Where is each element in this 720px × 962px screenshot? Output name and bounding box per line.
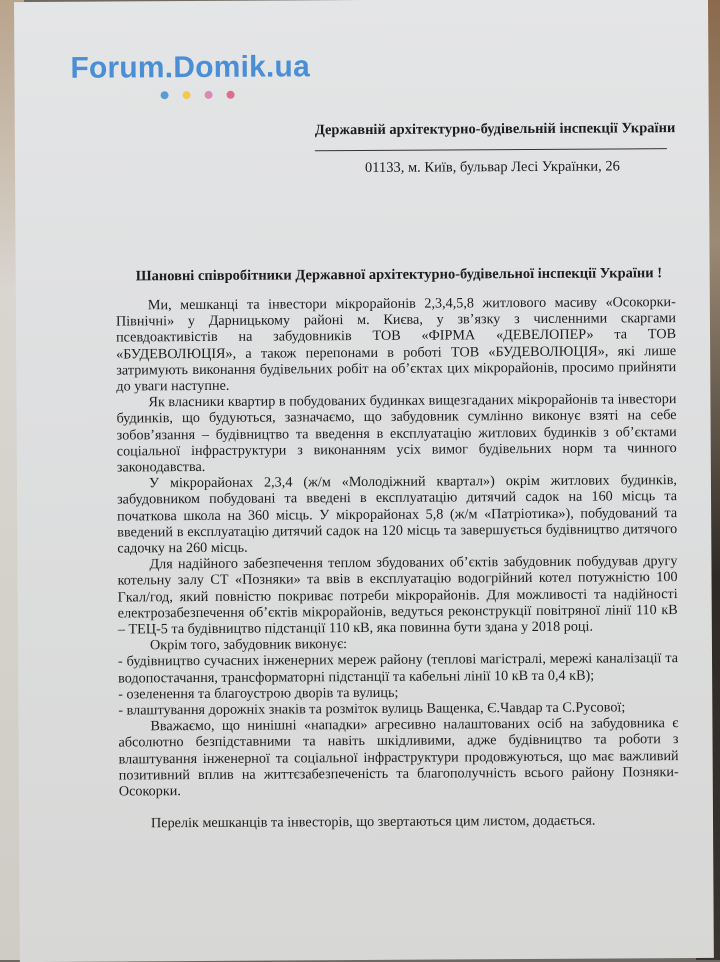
letter-page: [14, 0, 714, 962]
salutation: Шановні співробітники Державної архітектурно-будівельної інспекції України !: [135, 265, 663, 285]
address: 01133, м. Київ, бульвар Лесі Українки, 26: [364, 158, 620, 176]
watermark-logo: Forum.Domik.ua: [70, 50, 311, 85]
list-item: - влаштування дорожніх знаків та розміток вулиць Ващенка, Є.Чавдар та С.Русової;: [118, 699, 626, 719]
watermark-dot: [183, 91, 191, 99]
closing-paragraph: Вважаємо, що нинішні «нападки» агресивно налаштованих осіб на забудовника є абсолютно безпідставними та навіть шкідливими, адже будівництво та роботи з влаштування інженерної та соціальної інфраструктури продовжуються, що має важливий позитивний вплив на життєзабезпеченість та благополучність всього району Позняки-Осокорки.: [118, 715, 679, 800]
watermark-dot: [161, 91, 169, 99]
paragraph: Ми, мешканці та інвестори мікрорайонів 2,3,4,5,8 житлового масиву «Осокорки-Північні» у Дарницькому районі м. Києва, у зв’язку з численними скаргами псевдоактивістів на забудовників ТОВ «ФІРМА «ДЕВЕЛОПЕР» та ТОВ «БУДЕВОЛЮЦІЯ», а також перепонами в роботі ТОВ «БУДЕВОЛЮЦІЯ», які лише затримують виконання будівельних робіт на об’єктах цих мікрорайонів, просимо прийняти до уваги наступне.: [115, 294, 677, 395]
final-line: Перелік мешканців та інвесторів, що звертаються цим листом, додається.: [150, 812, 596, 832]
paragraph: Для надійного забезпечення теплом збудованих об’єктів забудовник побудував другу котельну залу СТ «Позняки» та ввів в експлуатацію водогрійний котел потужністю 100 Гкал/год, який повністю покриває потреби мікрорайонів. Для можливості та надійності електрозабезпечення об’єктів мікрорайонів, ведуться реконструкції повітряної лінії 110 кВ – ТЕЦ-5 та будівництво підстанції 110 кВ, яка повинна бути здана у 2018 році.: [117, 553, 678, 638]
paragraph: Як власники квартир в побудованих будинках вищезгаданих мікрорайонів та інвестори будинків, що будуються, зазначаємо, що забудовник сумлінно виконує взяті на себе зобов’язання – будівництво та введення в експлуатацію житлових будинків з об’єктами соціальної інфраструктури з виконанням усіх вимог будівельних норм та чинного законодавства.: [116, 391, 677, 476]
paragraph: У мікрорайонах 2,3,4 (ж/м «Молодіжний квартал») окрім житлових будинків, забудовником побудовані та введені в експлуатацію дитячий садок на 160 місць та початкова школа на 360 місць. У мікрорайонах 5,8 (ж/м «Патріотика»), побудований та введений в експлуатацію дитячий садок на 120 місць та завершується будівництво дитячого садочку на 260 місць.: [117, 472, 678, 557]
divider: [315, 148, 667, 151]
list-item: - будівництво сучасних інженерних мереж району (теплові магістралі, мережі каналізації та водопостачання, трансформаторні підстанції та кабельні лінії 10 кВ та 0,4 кВ);: [117, 650, 679, 687]
list-item: - озеленення та благоустрою дворів та вулиць;: [118, 684, 399, 703]
watermark-dot: [205, 91, 213, 99]
watermark-dots: [161, 91, 235, 99]
addressee: Державній архітектурно-будівельній інспекції України: [314, 120, 676, 139]
paragraph: Окрім того, забудовник виконує:: [149, 636, 348, 654]
letter-body: [116, 294, 679, 832]
watermark-dot: [227, 91, 235, 99]
